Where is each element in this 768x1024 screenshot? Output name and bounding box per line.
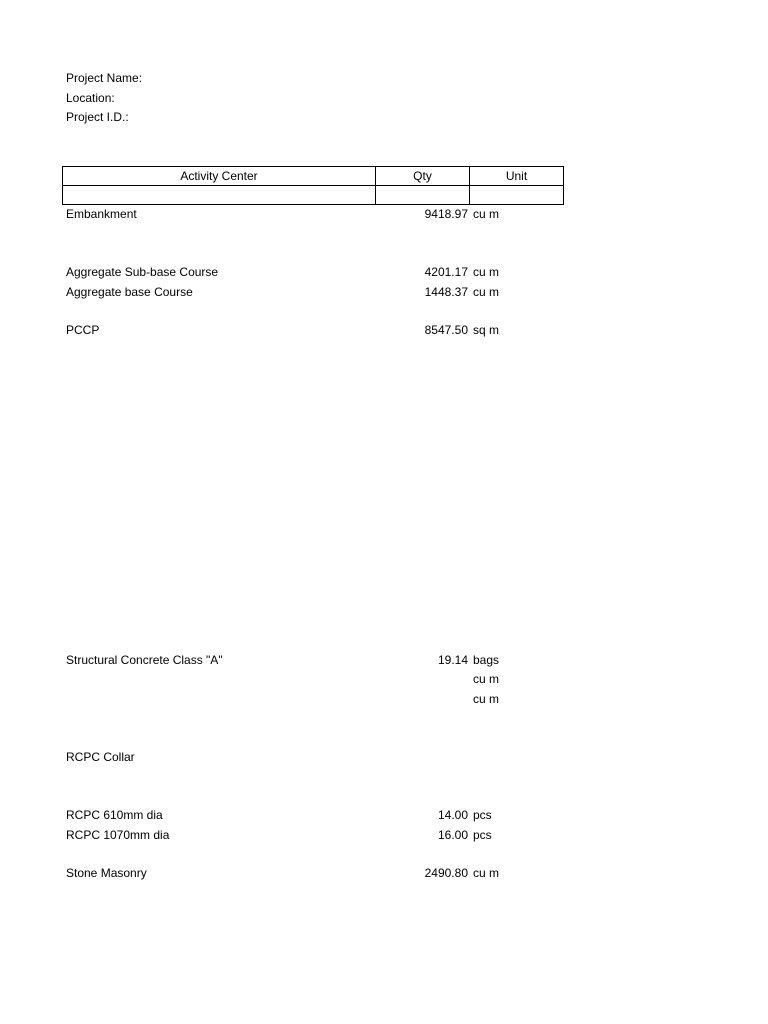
row-unit: cu m [473, 207, 500, 221]
row-qty: 4201.17 [424, 265, 468, 279]
row-unit: cu m [473, 692, 500, 706]
row-unit: cu m [473, 866, 500, 880]
row-label: RCPC 1070mm dia [66, 828, 170, 842]
row-qty: 16.00 [437, 828, 468, 842]
row-label: RCPC 610mm dia [66, 808, 163, 822]
table-row [0, 828, 768, 844]
table-row [0, 808, 768, 824]
row-unit: bags [473, 653, 500, 667]
table-row [0, 866, 768, 882]
empty-cell [470, 186, 564, 205]
row-label: Aggregate Sub-base Course [66, 265, 219, 279]
project-id-label: Project I.D.: [66, 110, 129, 124]
empty-cell [376, 186, 470, 205]
row-label: Embankment [66, 207, 137, 221]
table-row [0, 672, 768, 688]
row-unit: cu m [473, 265, 500, 279]
table-row [0, 265, 768, 281]
project-name-label: Project Name: [66, 71, 143, 85]
row-label: PCCP [66, 323, 100, 337]
row-qty: 2490.80 [424, 866, 468, 880]
row-qty: 14.00 [437, 808, 468, 822]
row-unit: pcs [473, 808, 492, 822]
row-label: Structural Concrete Class "A" [66, 653, 223, 667]
table-row [0, 750, 768, 766]
table-header-row [63, 167, 564, 186]
unit-header: Unit [470, 167, 564, 186]
row-qty: 19.14 [437, 653, 468, 667]
row-unit: cu m [473, 285, 500, 299]
row-unit: cu m [473, 672, 500, 686]
empty-cell [63, 186, 376, 205]
row-unit: pcs [473, 828, 492, 842]
location-label: Location: [66, 91, 115, 105]
row-label: RCPC Collar [66, 750, 135, 764]
row-label: Aggregate base Course [66, 285, 193, 299]
table-row [0, 285, 768, 301]
table-row [0, 323, 768, 339]
table-row [0, 653, 768, 669]
table-row [0, 207, 768, 223]
table-empty-row [63, 186, 564, 205]
activity-center-header: Activity Center [63, 167, 376, 186]
activity-table-header [62, 166, 564, 205]
row-label: Stone Masonry [66, 866, 147, 880]
qty-header: Qty [376, 167, 470, 186]
row-qty: 9418.97 [424, 207, 468, 221]
row-qty: 1448.37 [424, 285, 468, 299]
table-row [0, 692, 768, 708]
row-unit: sq m [473, 323, 500, 337]
row-qty: 8547.50 [424, 323, 468, 337]
